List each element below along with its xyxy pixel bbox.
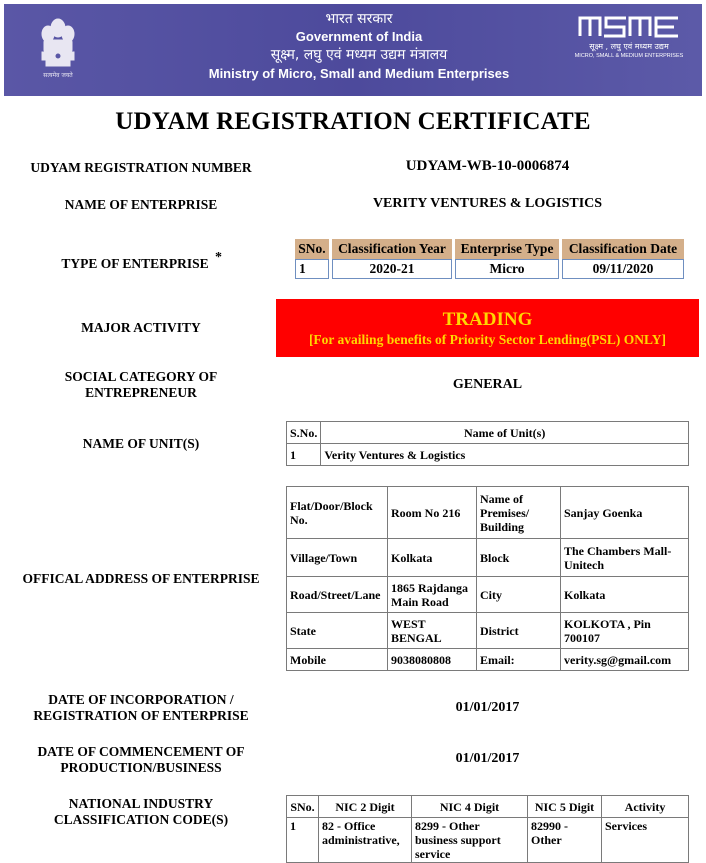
- addr-value: KOLKOTA , Pin 700107: [561, 613, 689, 649]
- table-row: [295, 259, 684, 279]
- msme-logo-icon: [577, 14, 681, 38]
- cell-date: 09/11/2020: [562, 259, 684, 279]
- cell-sno: 1: [287, 818, 319, 863]
- addr-value: 1865 Rajdanga Main Road: [388, 577, 477, 613]
- cell-nic5: 82990 - Other: [528, 818, 602, 863]
- reg-number-label: UDYAM REGISTRATION NUMBER: [30, 160, 252, 175]
- commencement-label: DATE OF COMMENCEMENT OF PRODUCTION/BUSINESS: [37, 744, 245, 775]
- col-nic4: NIC 4 Digit: [412, 796, 528, 818]
- cell-type: Micro: [455, 259, 559, 279]
- govt-banner: [4, 4, 702, 96]
- addr-value: WEST BENGAL: [388, 613, 477, 649]
- addr-key: Road/Street/Lane: [287, 577, 388, 613]
- cell-sno: 1: [295, 259, 329, 279]
- units-label: NAME OF UNIT(S): [82, 436, 200, 451]
- govt-text: Government of India: [295, 29, 423, 44]
- table-row: [287, 649, 689, 671]
- cell-unit-name: Verity Ventures & Logistics: [321, 444, 689, 466]
- addr-key: Flat/Door/Block No.: [287, 487, 388, 539]
- addr-value: The Chambers Mall-Unitech: [561, 539, 689, 577]
- addr-key: Village/Town: [287, 539, 388, 577]
- ministry-text: Ministry of Micro, Small and Medium Enterprises: [208, 66, 510, 81]
- col-enterprise-type: Enterprise Type: [455, 239, 559, 259]
- msme-hindi-text: सूक्ष्म , लघु एवं मध्यम उद्यम: [589, 42, 669, 51]
- hindi-ministry-text: सूक्ष्म, लघु एवं मध्यम उद्यम मंत्रालय: [270, 47, 448, 63]
- col-nic2: NIC 2 Digit: [319, 796, 412, 818]
- psl-note: [For availing benefits of Priority Sector Lending(PSL) ONLY]: [308, 332, 667, 347]
- addr-key: Mobile: [287, 649, 388, 671]
- col-activity: Activity: [602, 796, 689, 818]
- table-row: [287, 818, 689, 863]
- table-row: [287, 613, 689, 649]
- nic-label: NATIONAL INDUSTRY CLASSIFICATION CODE(S): [53, 796, 229, 827]
- major-activity-value: TRADING: [442, 309, 533, 330]
- table-row: [287, 577, 689, 613]
- addr-key: Block: [477, 539, 561, 577]
- addr-value: Room No 216: [388, 487, 477, 539]
- emblem-motto: सत्यमेव जयते: [43, 72, 73, 79]
- addr-key: Name of Premises/ Building: [477, 487, 561, 539]
- social-category-value: GENERAL: [452, 377, 523, 392]
- msme-english-text: MICRO, SMALL & MEDIUM ENTERPRISES: [574, 53, 684, 59]
- addr-value: Kolkata: [388, 539, 477, 577]
- cell-activity: Services: [602, 818, 689, 863]
- addr-key: Email:: [477, 649, 561, 671]
- addr-value: Kolkata: [561, 577, 689, 613]
- enterprise-name-value: VERITY VENTURES & LOGISTICS: [372, 196, 603, 211]
- col-sno: SNo.: [287, 796, 319, 818]
- type-asterisk: *: [215, 250, 222, 265]
- col-unit-name: Name of Unit(s): [321, 422, 689, 444]
- units-table: [286, 421, 689, 466]
- col-sno: S.No.: [287, 422, 321, 444]
- national-emblem-icon: [36, 14, 80, 82]
- col-nic5: NIC 5 Digit: [528, 796, 602, 818]
- col-classification-year: Classification Year: [332, 239, 452, 259]
- nic-table: [286, 795, 689, 863]
- classification-table: [292, 239, 687, 279]
- svg-text:MSME: MSME: [629, 29, 632, 30]
- table-row: [287, 539, 689, 577]
- cell-nic2: 82 - Office administrative,: [319, 818, 412, 863]
- address-label: OFFICAL ADDRESS OF ENTERPRISE: [22, 571, 260, 586]
- reg-number-value: UDYAM-WB-10-0006874: [405, 158, 570, 174]
- cell-sno: 1: [287, 444, 321, 466]
- table-row: [287, 444, 689, 466]
- cell-year: 2020-21: [332, 259, 452, 279]
- address-table: [286, 486, 689, 671]
- addr-key: District: [477, 613, 561, 649]
- incorporation-value: 01/01/2017: [455, 700, 520, 715]
- major-activity-box: [276, 299, 699, 357]
- banner-titles: [154, 10, 564, 82]
- addr-value: 9038080808: [388, 649, 477, 671]
- social-category-label: SOCIAL CATEGORY OF ENTREPRENEUR: [64, 369, 218, 400]
- certificate-title: UDYAM REGISTRATION CERTIFICATE: [115, 108, 591, 135]
- commencement-value: 01/01/2017: [455, 751, 520, 766]
- incorporation-label: DATE OF INCORPORATION / REGISTRATION OF ENTERPRISE: [33, 692, 249, 723]
- col-classification-date: Classification Date: [562, 239, 684, 259]
- msme-logo-block: [569, 14, 689, 60]
- type-label: TYPE OF ENTERPRISE: [61, 256, 209, 271]
- hindi-govt-text: भारत सरकार: [325, 11, 393, 27]
- cell-nic4: 8299 - Other business support service: [412, 818, 528, 863]
- addr-key: City: [477, 577, 561, 613]
- enterprise-name-label: NAME OF ENTERPRISE: [64, 197, 218, 212]
- addr-value: verity.sg@gmail.com: [561, 649, 689, 671]
- addr-value: Sanjay Goenka: [561, 487, 689, 539]
- addr-key: State: [287, 613, 388, 649]
- major-activity-label: MAJOR ACTIVITY: [81, 320, 201, 335]
- table-row: [287, 487, 689, 539]
- col-sno: SNo.: [295, 239, 329, 259]
